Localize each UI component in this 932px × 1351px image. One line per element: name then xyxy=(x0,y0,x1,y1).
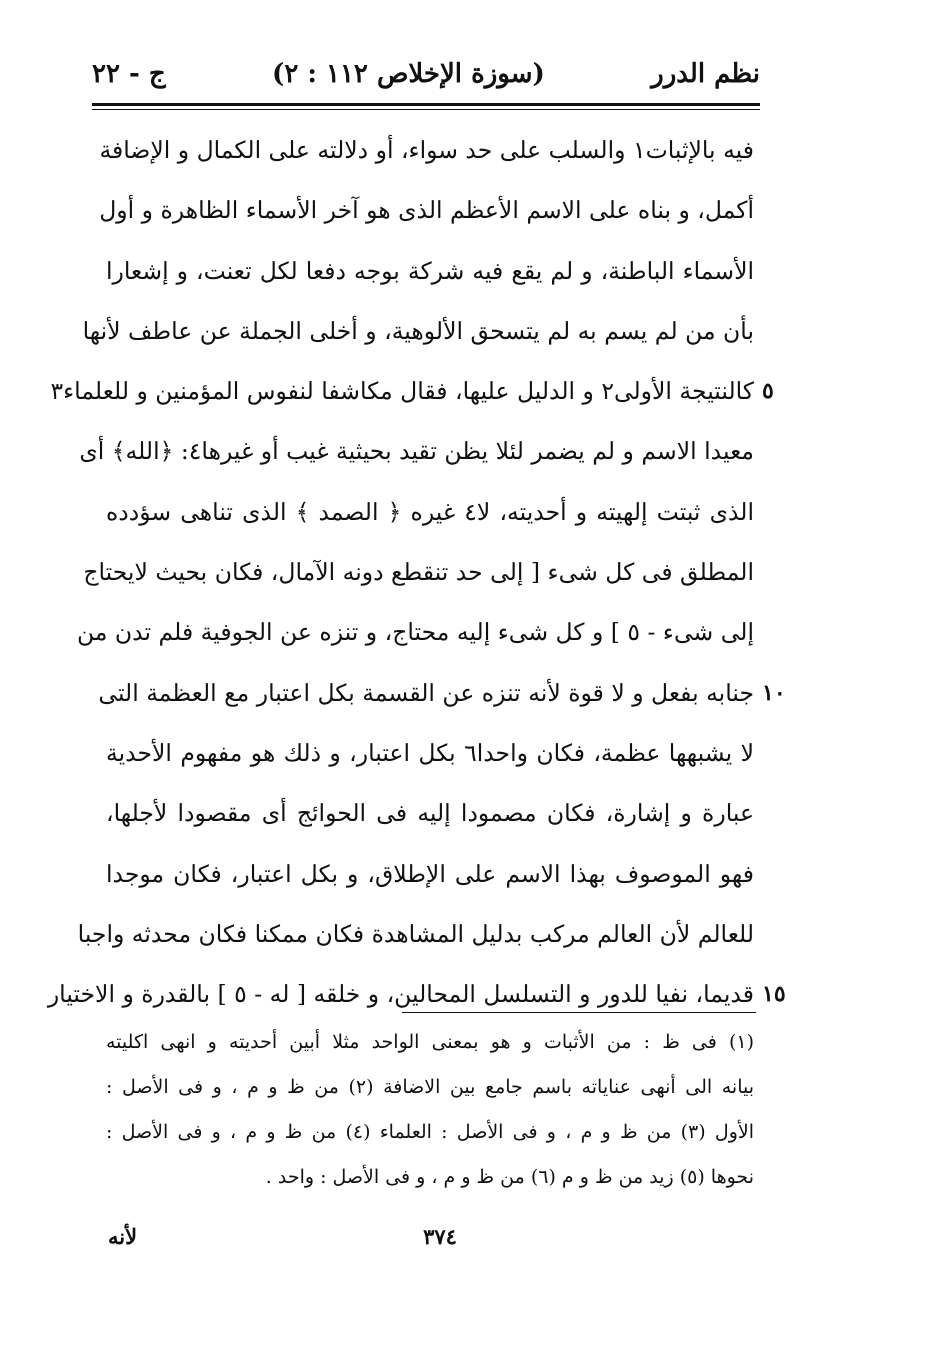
footnote-line: الأول (٣) من ظ و م ، و فى الأصل : العلماء (٤) من ظ و م ، و فى الأصل : xyxy=(106,1121,754,1143)
text-line: الذى ثبتت إلهيته و أحديته، لا٤ غيره ﴿ الصمد ﴾ الذى تناهى سؤدده xyxy=(106,497,754,526)
catchword: لأنه xyxy=(108,1224,138,1249)
line-number: ١٠ xyxy=(762,679,786,706)
text-line: جنابه بفعل و لا قوة لأنه تنزه عن القسمة بكل اعتبار مع العظمة التى ١٠ xyxy=(106,663,754,723)
text-line: للعالم لأن العالم مركب بدليل المشاهدة فكان ممكنا فكان محدثه واجبا xyxy=(77,919,754,948)
header-rule xyxy=(92,103,760,106)
text-line: كالنتيجة الأولى٢ و الدليل عليها، فقال مكاشفا لنفوس المؤمنين و للعلماء٣ ٥ xyxy=(106,361,754,421)
text-line: معيدا الاسم و لم يضمر لئلا يظن تقيد بحيثية غيب أو غيرها٤: ﴿الله﴾ أى xyxy=(79,437,754,466)
text-line: إلى شىء - ٥ ] و كل شىء إليه محتاج، و تنزه عن الجوفية فلم تدن من xyxy=(76,618,754,647)
footnote-line: نحوها (٥) زيد من ظ و م (٦) من ظ و م ، و فى الأصل : واحد . xyxy=(265,1166,754,1188)
text-line: بأن من لم يسم به لم يتسحق الألوهية، و أخلى الجملة عن عاطف لأنها xyxy=(82,316,754,345)
text-line: فهو الموصوف بهذا الاسم على الإطلاق، و بكل اعتبار، فكان موجدا xyxy=(106,859,754,888)
text-line: عبارة و إشارة، فكان مصمودا إليه فى الحوائج أى مقصودا لأجلها، xyxy=(106,799,754,828)
page-number: ٣٧٤ xyxy=(423,1224,457,1249)
header-rule-thin xyxy=(92,109,760,110)
book-title: نظم الدرر xyxy=(651,59,760,89)
footnote-line: (١) فى ظ : من الأثبات و هو بمعنى الواحد مثلا أبين أحديته و انهى اكليته xyxy=(106,1031,754,1053)
text-line: لا يشبهها عظمة، فكان واحدا٦ بكل اعتبار، و ذلك هو مفهوم الأحدية xyxy=(106,738,754,767)
line-number: ٥ xyxy=(762,378,774,405)
surah-reference: (سوزة الإخلاص ١١٢ : ٢) xyxy=(272,59,545,89)
text-line: قديما، نفيا للدور و التسلسل المحالين، و خلقه [ له - ٥ ] بالقدرة و الاختيار ١٥ xyxy=(106,964,754,1024)
line-number: ١٥ xyxy=(762,981,786,1008)
footnotes xyxy=(106,1020,754,1200)
running-head xyxy=(92,48,760,100)
volume-number: ج - ٢٢ xyxy=(92,59,166,89)
text-line: المطلق فى كل شىء [ إلى حد تنقطع دونه الآمال، فكان بحيث لايحتاج xyxy=(83,558,754,587)
text-line: فيه بالإثبات١ والسلب على حد سواء، أو دلالته على الكمال و الإضافة xyxy=(99,136,754,164)
text-line: الأسماء الباطنة، و لم يقع فيه شركة بوجه دفعا لكل تعنت، و إشعارا xyxy=(106,256,754,285)
footnote-rule xyxy=(402,1012,756,1013)
text-line: أكمل، و بناه على الاسم الأعظم الذى هو آخر الأسماء الظاهرة و أول xyxy=(99,196,754,225)
main-text xyxy=(47,120,786,1024)
footnote-line: بيانه الى أنهى عناياته باسم جامع بين الاضافة (٢) من ظ و م ، و فى الأصل : xyxy=(106,1076,755,1098)
